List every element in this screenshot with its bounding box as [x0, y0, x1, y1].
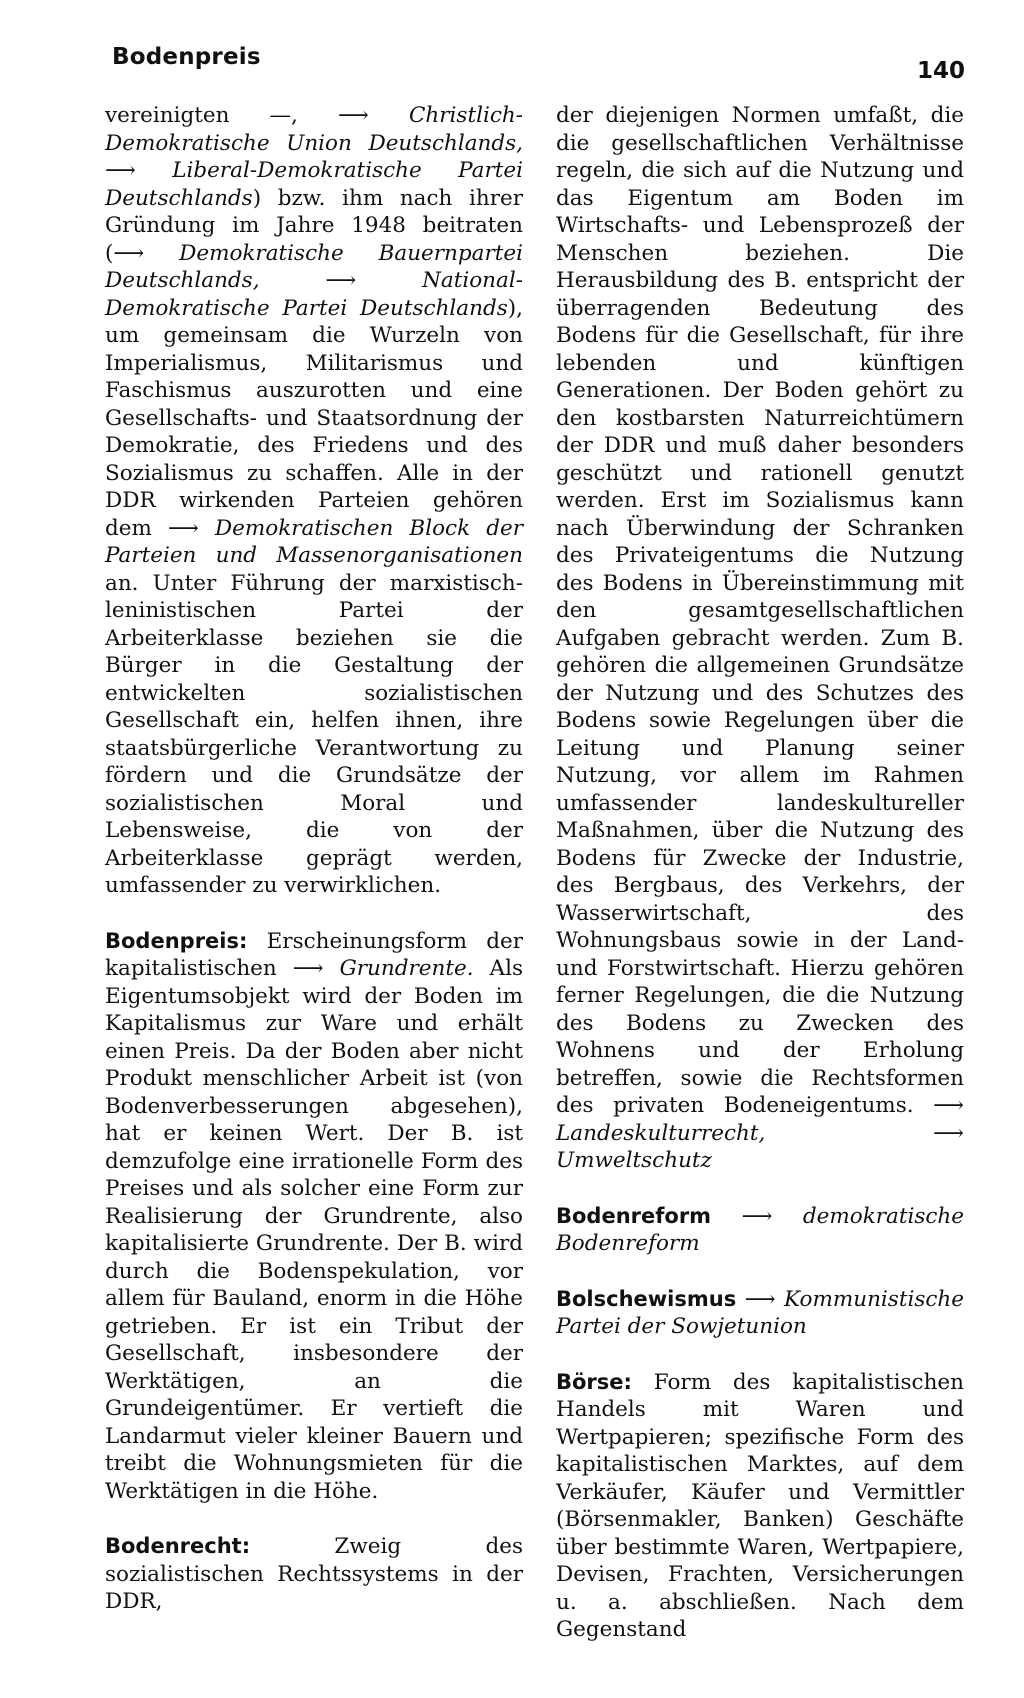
- body-text: [736, 1287, 745, 1312]
- continuation-paragraph: [105, 102, 523, 900]
- body-text: Erscheinungsform der kapitalistischen: [105, 928, 523, 981]
- headword-boerse: Börse:: [556, 1369, 632, 1394]
- cross-reference-link[interactable]: Demokratischen Block der Parteien und Massenorganisationen: [105, 515, 523, 568]
- body-text: ), um gemeinsam die Wurzeln von Imperialismus, Militarismus und Faschismus auszurotten und eine Gesellschafts- und Staatsordnung der Demokratie, des Friedens und des Sozialismus zu schaffen. Alle in der DDR wirkenden Parteien gehören dem: [105, 295, 523, 541]
- entry-bodenreform: [556, 1203, 964, 1258]
- entry-bolschewismus: [556, 1286, 964, 1341]
- cross-reference-link[interactable]: Demokratische Bauernpartei Deutschlands,: [105, 240, 523, 293]
- cross-reference-link[interactable]: Landeskulturrecht,: [556, 1120, 934, 1146]
- headword-bolschewismus: Bolschewismus: [556, 1286, 737, 1311]
- cross-reference-arrow-icon: ⟶: [105, 158, 136, 183]
- cross-reference-arrow-icon: ⟶: [113, 240, 145, 266]
- cross-reference-link[interactable]: demokratische Bodenreform: [556, 1203, 964, 1256]
- cross-reference-arrow-icon: ⟶: [741, 1203, 773, 1229]
- entry-bodenrecht: [105, 1533, 523, 1616]
- body-text: Form des kapitalistischen Handels mit Waren und Wertpapieren; spezifische Form des kapitalistischen Marktes, auf dem Verkäufer, Käufer und Vermittler (Börsenmakler, Banken) Geschäfte über bestimmte Waren, Wertpapiere, Devisen, Frachten, Versicherungen u. a. abschließen. Nach dem Gegenstand: [556, 1369, 964, 1642]
- cross-reference-link[interactable]: Kommunistische Partei der Sowjetunion: [556, 1286, 964, 1339]
- headword-bodenreform: Bodenreform: [556, 1203, 712, 1228]
- body-text: [711, 1204, 742, 1229]
- continuation-paragraph: [556, 102, 964, 1175]
- entry-body: [105, 929, 523, 1504]
- cross-reference-arrow-icon: ⟶: [167, 515, 199, 541]
- cross-reference-arrow-icon: ⟶: [325, 268, 357, 293]
- body-text: vereinigten —,: [105, 103, 339, 128]
- body-text: Als Eigentumsobjekt wird der Boden im Kapitalismus zur Ware und erhält einen Preis. Da der Boden aber nicht Produkt menschlicher Arbeit ist (von Bodenverbesserungen abgesehen), hat er keinen Wert. Der B. ist demzufolge eine irrationelle Form des Preises und als solcher eine Form zur Realisierung der Grundrente, also kapitalisierte Grundrente. Der B. wird durch die Bodenspekulation, vor allem für Bauland, enorm in die Höhe getrieben. Er ist ein Tribut der Gesellschaft, insbesondere der Werktätigen, an die Grundeigentümer. Er vertieft die Landarmut vieler kleiner Bauern und treibt die Wohnungsmieten für die Werktätigen in die Höhe.: [105, 956, 523, 1504]
- cross-reference-link[interactable]: Christlich-Demokratische Union Deutschlands,: [105, 103, 523, 156]
- left-column: [105, 102, 523, 1616]
- body-text: ) bzw. ihm nach ihrer Gründung im Jahre 1948 beitraten (: [105, 185, 523, 266]
- body-text: Zweig des sozialistischen Rechtssystems in der DDR,: [105, 1534, 523, 1614]
- cross-reference-link[interactable]: Liberal-Demokratische Partei Deutschlands: [105, 158, 523, 211]
- running-head: Bodenpreis: [112, 44, 261, 70]
- entry-body: [556, 1370, 964, 1643]
- right-column: [556, 102, 964, 1644]
- cross-reference-link[interactable]: National-Demokratische Partei Deutschlands: [105, 268, 523, 321]
- headword-bodenpreis: Bodenpreis:: [105, 928, 248, 953]
- body-text: an. Unter Führung der marxistisch-leninistischen Partei der Arbeiterklasse beziehen sie die Bürger in die Gestaltung der entwickelten sozialistischen Gesellschaft ein, helfen ihnen, ihre staatsbürgerliche Verantwortung zu fördern und die Grundsätze der sozialistischen Moral und Lebensweise, die von der Arbeiterklasse geprägt werden, umfassender zu verwirklichen.: [105, 570, 523, 898]
- entry-bodenpreis: [105, 928, 523, 1506]
- cross-reference-arrow-icon: ⟶: [338, 103, 369, 128]
- page-number: 140: [917, 58, 966, 84]
- body-text: der diejenigen Normen umfaßt, die die gesellschaftlichen Verhältnisse regeln, die sich auf die Nutzung und das Eigentum am Boden im Wirtschafts- und Lebensprozeß der Menschen beziehen. Die Herausbildung des B. entspricht der überragenden Bedeutung des Bodens für die Gesellschaft, für ihre lebenden und künftigen Generationen. Der Boden gehört zu den kostbarsten Naturreichtümern der DDR und muß daher besonders geschützt und rationell genutzt werden. Erst im Sozialismus kann nach Überwindung der Schranken des Privateigentums die Nutzung des Bodens in Übereinstimmung mit den gesamtgesellschaftlichen Aufgaben gebracht werden. Zum B. gehören die allgemeinen Grundsätze der Nutzung und des Schutzes des Bodens sowie Regelungen über die Leitung und Planung seiner Nutzung, vor allem im Rahmen umfassender landeskultureller Maßnahmen, über die Nutzung des Bodens für Zwecke der Industrie, des Bergbaus, des Verkehrs, der Wasserwirtschaft, des Wohnungsbaus sowie in der Land- und Forstwirtschaft. Hierzu gehören ferner Regelungen, die die Nutzung des Bodens zu Zwecken des Wohnens und der Erholung betreffen, sowie die Rechtsformen des privaten Bodeneigentums.: [556, 103, 964, 1118]
- cross-reference-arrow-icon: ⟶: [292, 956, 324, 981]
- entry-boerse: [556, 1369, 964, 1644]
- cross-reference-link[interactable]: Grundrente.: [323, 956, 474, 981]
- cross-reference-arrow-icon: ⟶: [933, 1093, 964, 1118]
- cross-reference-link[interactable]: Umweltschutz: [556, 1148, 712, 1173]
- cross-reference-arrow-icon: ⟶: [744, 1286, 776, 1312]
- headword-bodenrecht: Bodenrecht:: [105, 1534, 251, 1558]
- cross-reference-arrow-icon: ⟶: [933, 1120, 964, 1146]
